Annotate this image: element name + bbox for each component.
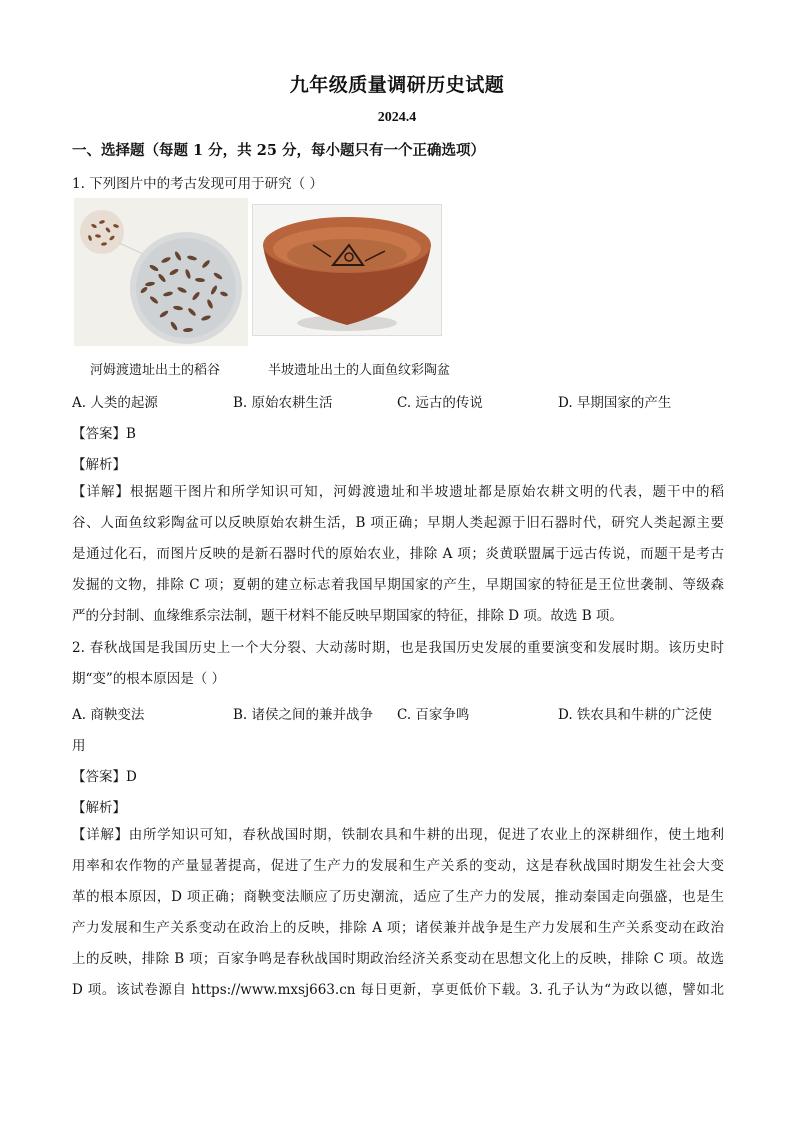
detail-line: 【详解】根据题干图片和所学知识可知，河姆渡遗址和半坡遗址都是原始农耕文明的代表，题干中的稻 [72,484,724,500]
stem-line: 期“变”的根本原因是（ ） [72,671,226,687]
detail-line: 发掘的文物，排除 C 项；夏朝的建立标志着我国早期国家的产生，早期国家的特征是王位世袭制、等级森 [72,577,724,593]
painted-pottery-basin-image [252,204,442,336]
question-1-detail [72,477,724,632]
question-2-answer: 【答案】D [72,769,137,785]
option-a: A. 商鞅变法 [72,707,145,723]
detail-line: 【详解】由所学知识可知，春秋战国时期，铁制农具和牛耕的出现，促进了农业上的深耕细作，使土地利 [72,827,724,843]
option-d: D. 早期国家的产生 [558,395,672,411]
question-2-stem [72,633,724,695]
question-2-detail [72,820,724,1006]
exam-title: 九年级质量调研历史试题 [289,74,505,96]
question-2-analysis-tag: 【解析】 [72,800,126,816]
detail-line: 上的反映，排除 B 项；百家争鸣是春秋战国时期政治经济关系变动在思想文化上的反映，排除 C 项。故选 [72,951,724,967]
question-1-analysis-tag: 【解析】 [72,457,126,473]
detail-line: D 项。该试卷源自 https://www.mxsj663.cn 每日更新，享更低价下载。3. 孔子认为“为政以德，譬如北 [72,982,724,998]
caption-pottery-basin: 半坡遗址出土的人面鱼纹彩陶盆 [268,363,451,378]
detail-line: 产力发展和生产关系变动在政治上的反映，排除 A 项；诸侯兼并战争是生产力发展和生产关系变动在政治 [72,920,724,936]
option-d-wrap: 用 [72,738,86,754]
detail-line: 用率和农作物的产量显著提高，促进了生产力的发展和生产关系的变动，这是春秋战国时期发生社会大变 [72,858,724,874]
question-1-options [72,391,732,411]
option-c: C. 远古的传说 [397,395,483,411]
question-1-answer: 【答案】B [72,426,136,442]
detail-line: 严的分封制、血缘维系宗法制，题干材料不能反映早期国家的特征，排除 D 项。故选 B 项。 [72,608,623,624]
exam-date: 2024.4 [377,110,417,125]
caption-rice-grains: 河姆渡遗址出土的稻谷 [90,363,221,378]
section-heading: 一、选择题（每题 1 分，共 25 分，每小题只有一个正确选项） [72,142,485,159]
option-a: A. 人类的起源 [72,395,158,411]
option-d: D. 铁农具和牛耕的广泛使 [558,707,712,723]
option-b: B. 原始农耕生活 [233,395,333,411]
question-2-options [72,703,732,723]
detail-line: 谷、人面鱼纹彩陶盆可以反映原始农耕生活，B 项正确；早期人类起源于旧石器时代，研究人类起源主要 [72,515,724,531]
detail-line: 革的根本原因，D 项正确；商鞅变法顺应了历史潮流，适应了生产力的发展，推动秦国走向强盛，也是生 [72,889,724,905]
option-b: B. 诸侯之间的兼并战争 [233,707,374,723]
rice-grains-image [74,198,248,346]
stem-line: 2. 春秋战国是我国历史上一个大分裂、大动荡时期，也是我国历史发展的重要演变和发展时期。该历史时 [72,640,724,656]
detail-line: 是通过化石，而图片反映的是新石器时代的原始农业，排除 A 项；炎黄联盟属于远古传说，而题干是考古 [72,546,724,562]
question-1-stem: 1. 下列图片中的考古发现可用于研究（ ） [72,176,323,192]
question-1-images [74,198,444,348]
option-c: C. 百家争鸣 [397,707,470,723]
